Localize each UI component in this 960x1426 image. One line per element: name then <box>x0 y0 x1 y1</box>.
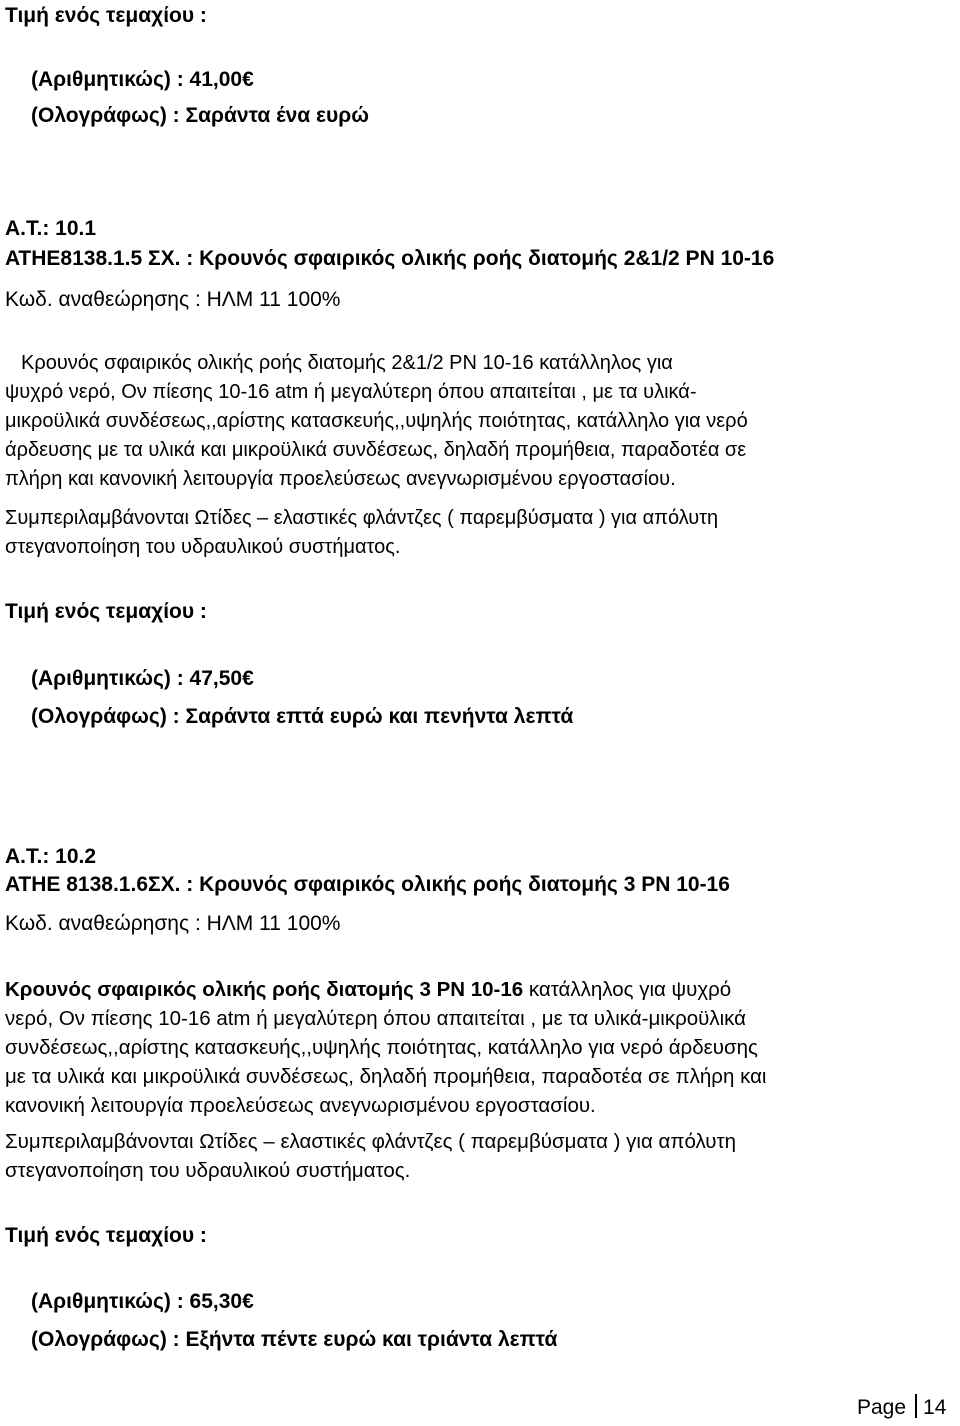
price-in-words: (Ολογράφως) : Σαράντα επτά ευρώ και πενήντα λεπτά <box>31 705 574 728</box>
unit-price-heading: Τιμή ενός τεμαχίου : <box>5 600 207 623</box>
athe-title: ΑΤΗΕ 8138.1.6ΣΧ. : Κρουνός σφαιρικός ολικής ροής διατομής 3 ΡΝ 10-16 <box>5 873 730 896</box>
revision-code: Κωδ. αναθεώρησης : ΗΛΜ 11 100% <box>5 288 341 311</box>
description-line: άρδευσης με τα υλικά και μικροϋλικά συνδέσεως, δηλαδή προμήθεια, παραδοτέα σε <box>5 439 747 461</box>
description-line: κανονική λειτουργία προελεύσεως ανεγνωρισμένου εργοστασίου. <box>5 1094 596 1117</box>
item-description <box>5 975 766 1120</box>
price-numeric: (Αριθμητικώς) : 41,00€ <box>31 68 254 91</box>
page-number: 14 <box>923 1396 947 1419</box>
description-line: με τα υλικά και μικροϋλικά συνδέσεως, δηλαδή προμήθεια, παραδοτέα σε πλήρη και <box>5 1065 767 1088</box>
price-in-words: (Ολογράφως) : Εξήντα πέντε ευρώ και τριάντα λεπτά <box>31 1328 558 1351</box>
description-line: Κρουνός σφαιρικός ολικής ροής διατομής 3 ΡΝ 10-16 κατάλληλος για ψυχρό <box>5 978 732 1001</box>
page-label: Page <box>857 1396 907 1419</box>
price-numeric: (Αριθμητικώς) : 65,30€ <box>31 1290 254 1313</box>
includes-line: στεγανοποίηση του υδραυλικού συστήματος. <box>5 536 401 558</box>
description-line: συνδέσεως,,αρίστης κατασκευής,,υψηλής ποιότητας, κατάλληλο για νερό άρδευσης <box>5 1036 758 1059</box>
includes-line: Συμπεριλαμβάνονται Ωτίδες – ελαστικές φλάντζες ( παρεμβύσματα ) για απόλυτη <box>5 507 719 529</box>
description-line: νερό, Ον πίεσης 10-16 atm ή μεγαλύτερη όπου απαιτείται , με τα υλικά-μικροϋλικά <box>5 1007 747 1030</box>
description-line: Κρουνός σφαιρικός ολικής ροής διατομής 2&1/2 ΡΝ 10-16 κατάλληλος για <box>21 352 673 374</box>
price-numeric: (Αριθμητικώς) : 47,50€ <box>31 667 254 690</box>
includes-line: Συμπεριλαμβάνονται Ωτίδες – ελαστικές φλάντζες ( παρεμβύσματα ) για απόλυτη <box>5 1130 737 1153</box>
item-includes <box>5 504 718 562</box>
description-bold: Κρουνός σφαιρικός ολικής ροής διατομής 3 ΡΝ 10-16 <box>5 978 524 1001</box>
item-code: Α.Τ.: 10.1 <box>5 217 97 240</box>
item-includes <box>5 1127 736 1185</box>
includes-line: στεγανοποίηση του υδραυλικού συστήματος. <box>5 1159 411 1182</box>
item-description <box>5 349 748 494</box>
description-line: μικροϋλικά συνδέσεως,,αρίστης κατασκευής,,υψηλής ποιότητας, κατάλληλο για νερό <box>5 410 748 432</box>
revision-code: Κωδ. αναθεώρησης : ΗΛΜ 11 100% <box>5 912 341 935</box>
page-footer <box>857 1394 946 1422</box>
description-line: πλήρη και κανονική λειτουργία προελεύσεως ανεγνωρισμένου εργοστασίου. <box>5 468 676 490</box>
athe-title: ΑΤΗΕ8138.1.5 ΣΧ. : Κρουνός σφαιρικός ολικής ροής διατομής 2&1/2 ΡΝ 10-16 <box>5 247 775 270</box>
footer-divider <box>915 1394 917 1418</box>
description-line: ψυχρό νερό, Ον πίεσης 10-16 atm ή μεγαλύτερη όπου απαιτείται , με τα υλικά- <box>5 381 697 403</box>
price-in-words: (Ολογράφως) : Σαράντα ένα ευρώ <box>31 104 369 127</box>
item-code: Α.Τ.: 10.2 <box>5 845 97 868</box>
unit-price-heading: Τιμή ενός τεμαχίου : <box>5 4 207 27</box>
unit-price-heading: Τιμή ενός τεμαχίου : <box>5 1224 207 1247</box>
